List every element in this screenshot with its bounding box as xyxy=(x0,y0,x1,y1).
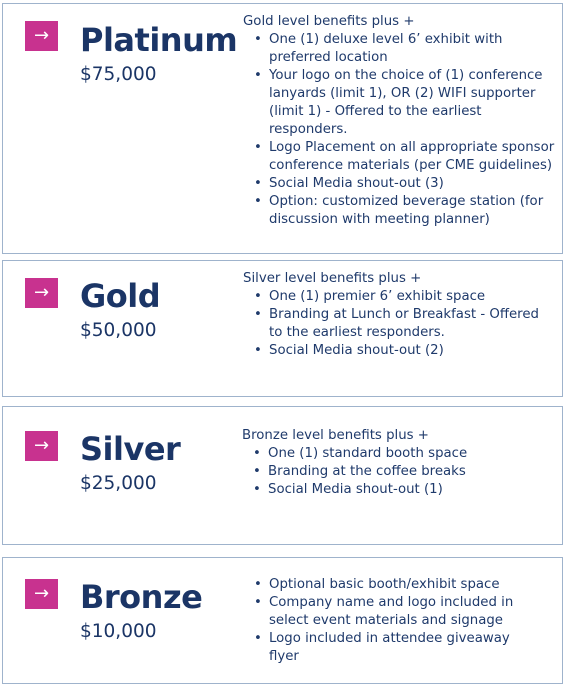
benefit-item: • Optional basic booth/exhibit space xyxy=(243,576,543,594)
benefits-list xyxy=(243,13,559,229)
tier-card-platinum xyxy=(2,3,563,254)
benefits-intro: Bronze level benefits plus + xyxy=(242,428,429,443)
tier-name: Bronze xyxy=(80,578,203,616)
benefit-item: • Your logo on the choice of (1) conference lanyards (limit 1), OR (2) WIFI supporter (limit 1) - Offered to the earliest responders. xyxy=(243,67,559,139)
tier-price: $50,000 xyxy=(80,320,157,341)
benefit-item: • Branding at the coffee breaks xyxy=(242,463,542,481)
benefits-list xyxy=(243,270,543,360)
arrow-right-icon[interactable]: → xyxy=(25,278,58,308)
tier-name: Platinum xyxy=(80,21,238,59)
arrow-right-icon[interactable]: → xyxy=(25,579,58,609)
tier-card-bronze xyxy=(2,557,563,684)
benefit-item: • Option: customized beverage station (for discussion with meeting planner) xyxy=(243,193,559,229)
benefit-item: • One (1) premier 6’ exhibit space xyxy=(243,288,543,306)
tier-card-silver xyxy=(2,406,563,545)
arrow-right-icon[interactable]: → xyxy=(25,21,58,51)
arrow-right-icon[interactable]: → xyxy=(25,431,58,461)
benefit-item: • Social Media shout-out (1) xyxy=(242,481,542,499)
tier-card-gold xyxy=(2,260,563,397)
benefits-intro: Silver level benefits plus + xyxy=(243,271,422,286)
benefits-list xyxy=(242,427,542,499)
tier-name: Silver xyxy=(80,430,181,468)
benefit-item: • Social Media shout-out (3) xyxy=(243,175,559,193)
benefit-item: • Company name and logo included in select event materials and signage xyxy=(243,594,543,630)
benefit-item: • One (1) deluxe level 6’ exhibit with preferred location xyxy=(243,31,559,67)
benefits-list xyxy=(243,576,543,666)
tier-price: $25,000 xyxy=(80,473,157,494)
benefits-intro: Gold level benefits plus + xyxy=(243,14,415,29)
tier-price: $10,000 xyxy=(80,621,157,642)
benefit-item: • One (1) standard booth space xyxy=(242,445,542,463)
tier-name: Gold xyxy=(80,277,161,315)
tier-price: $75,000 xyxy=(80,64,157,85)
benefit-item: • Logo Placement on all appropriate sponsor conference materials (per CME guidelines) xyxy=(243,139,559,175)
benefit-item: • Social Media shout-out (2) xyxy=(243,342,543,360)
benefit-item: • Branding at Lunch or Breakfast - Offered to the earliest responders. xyxy=(243,306,543,342)
benefit-item: • Logo included in attendee giveaway flyer xyxy=(243,630,543,666)
